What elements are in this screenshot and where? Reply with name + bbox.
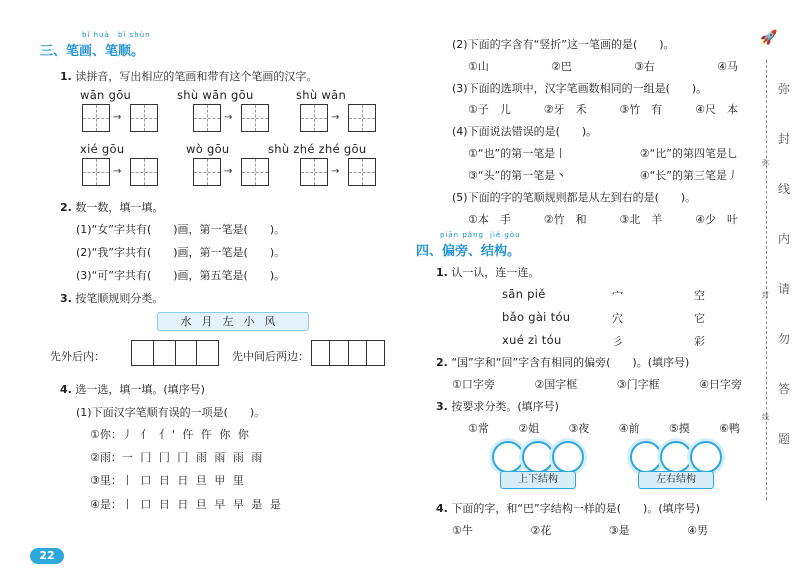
character-banner: 水月左小风 bbox=[157, 312, 309, 331]
middle-first-boxes[interactable] bbox=[311, 340, 385, 366]
section-4-title: 四、偏旁、结构。 bbox=[416, 244, 521, 259]
s1-number: 1. bbox=[436, 266, 448, 279]
stroke-box[interactable] bbox=[300, 104, 328, 132]
q4-opt-key: ②雨： bbox=[90, 451, 122, 464]
r4-q2: (2)下面的字含有“竖折”这一笔画的是( )。 bbox=[452, 38, 675, 51]
option: ④少 叶 bbox=[695, 213, 738, 226]
outer-first-boxes[interactable] bbox=[131, 340, 219, 366]
option: ②国字框 bbox=[534, 378, 578, 391]
seal-char: 勿 bbox=[778, 332, 791, 346]
page-number: 22 bbox=[30, 548, 64, 564]
option: ③右 bbox=[634, 60, 655, 73]
pinyin-bishun: bǐ shùn bbox=[118, 31, 151, 39]
q1-text: 读拼音，写出相应的笔画和带有这个笔画的汉字。 bbox=[75, 70, 318, 83]
character[interactable]: 它 bbox=[694, 312, 705, 325]
seal-char: 弥 bbox=[778, 82, 791, 96]
pinyin-2: shù wān gōu bbox=[177, 88, 254, 102]
q3-number: 3. bbox=[60, 292, 72, 305]
s2-number: 2. bbox=[436, 356, 448, 369]
pinyin-jiegou: jié gòu bbox=[490, 231, 521, 239]
option: ③“头”的第一笔是丶 bbox=[468, 169, 567, 182]
s1-text: 认一认，连一连。 bbox=[451, 266, 540, 279]
q4-sub-1: (1)下面汉字笔顺有误的一项是( )。 bbox=[76, 406, 266, 419]
char-box[interactable] bbox=[241, 104, 269, 132]
option: ①“也”的第一笔是丨 bbox=[468, 147, 567, 160]
arrow-icon: → bbox=[224, 112, 233, 123]
option: ②巴 bbox=[551, 60, 572, 73]
seal-char: 答 bbox=[778, 382, 791, 396]
pinyin-3: shù wān bbox=[296, 88, 347, 102]
char-box[interactable] bbox=[241, 158, 269, 186]
option: ③门字框 bbox=[616, 378, 660, 391]
option: ①子 儿 bbox=[468, 103, 511, 116]
left-right-label: 左右结构 bbox=[638, 471, 714, 489]
option: ②牙 禾 bbox=[543, 103, 587, 116]
stroke-box[interactable] bbox=[193, 158, 221, 186]
q4-opt-key: ④是： bbox=[90, 498, 122, 511]
seal-char-small: 弥 bbox=[762, 159, 769, 167]
pinyin-radical: xué zì tóu bbox=[502, 333, 562, 347]
option: ⑤摸 bbox=[668, 422, 690, 435]
option: ④前 bbox=[618, 422, 640, 435]
answer-flower[interactable] bbox=[522, 441, 554, 473]
q4-number: 4. bbox=[60, 383, 72, 396]
char-box[interactable] bbox=[348, 158, 376, 186]
option: ⑥鸭 bbox=[719, 422, 740, 435]
q3-text: 按笔顺规则分类。 bbox=[75, 292, 164, 305]
arrow-icon: → bbox=[331, 112, 340, 123]
q1-number: 1. bbox=[60, 70, 72, 83]
answer-flower[interactable] bbox=[690, 441, 722, 473]
q2-line-1: (1)“女”字共有( )画，第一笔是( )。 bbox=[76, 223, 286, 236]
pinyin-1: wān gōu bbox=[80, 88, 132, 102]
answer-flower[interactable] bbox=[630, 441, 662, 473]
option: ③是 bbox=[608, 524, 630, 537]
pinyin-bihua: bǐ huà bbox=[82, 31, 110, 39]
radical[interactable]: 穴 bbox=[612, 312, 623, 325]
seal-char: 线 bbox=[778, 182, 791, 196]
pinyin-6: shù zhé zhé gōu bbox=[268, 142, 367, 156]
option: ②竹 和 bbox=[543, 213, 587, 226]
option: ④尺 本 bbox=[695, 103, 738, 116]
rocket-icon: 🚀 bbox=[760, 30, 778, 46]
seal-char: 请 bbox=[778, 282, 791, 296]
seal-char: 内 bbox=[778, 232, 791, 246]
q4-opt-key: ①你： bbox=[90, 428, 122, 441]
option: ③北 羊 bbox=[619, 213, 663, 226]
option: ①山 bbox=[468, 60, 489, 73]
q2-number: 2. bbox=[60, 201, 72, 214]
answer-flower[interactable] bbox=[492, 441, 524, 473]
pinyin-4: xié gōu bbox=[80, 142, 125, 156]
q2-line-3: (3)“可”字共有( )画，第五笔是( )。 bbox=[76, 269, 286, 282]
pinyin-radical: sān piě bbox=[502, 287, 546, 301]
option: ④“长”的第三笔是丿 bbox=[639, 169, 738, 182]
option: ④马 bbox=[717, 60, 738, 73]
arrow-icon: → bbox=[113, 112, 122, 123]
option: ④日字旁 bbox=[699, 378, 742, 391]
q4-opt-strokes: 丿 亻 亻' 仵 仵 你 你 bbox=[121, 428, 251, 441]
option: ②“比”的第四笔是乚 bbox=[639, 147, 738, 160]
stroke-box[interactable] bbox=[82, 104, 110, 132]
seal-char-small: 线 bbox=[762, 413, 769, 421]
q4-opt-key: ③里： bbox=[90, 474, 122, 487]
option: ②姐 bbox=[518, 422, 540, 435]
char-box[interactable] bbox=[348, 104, 376, 132]
option: ①口字旁 bbox=[452, 378, 495, 391]
arrow-icon: → bbox=[224, 166, 233, 177]
option: ③夜 bbox=[568, 422, 590, 435]
pinyin-radical: bǎo gài tóu bbox=[502, 310, 571, 324]
seal-char: 题 bbox=[778, 432, 791, 446]
stroke-box[interactable] bbox=[193, 104, 221, 132]
q2-text: 数一数，填一填。 bbox=[75, 201, 164, 214]
pinyin-pianpang: piān páng bbox=[440, 231, 484, 239]
option: ①常 bbox=[468, 422, 489, 435]
stroke-box[interactable] bbox=[300, 158, 328, 186]
radical[interactable]: 宀 bbox=[612, 289, 623, 302]
q4-opt-strokes: 丨 口 日 日 旦 甲 里 bbox=[121, 474, 246, 487]
character[interactable]: 彩 bbox=[694, 335, 705, 348]
seal-char: 封 bbox=[778, 132, 791, 146]
option: ①牛 bbox=[452, 524, 473, 537]
seal-line bbox=[766, 60, 767, 500]
option: ①本 手 bbox=[468, 213, 511, 226]
section-3-title: 三、笔画、笔顺。 bbox=[40, 44, 145, 59]
answer-flower[interactable] bbox=[660, 441, 692, 473]
radical[interactable]: 彡 bbox=[612, 335, 623, 348]
s4-number: 4. bbox=[436, 502, 448, 515]
s3-number: 3. bbox=[436, 400, 448, 413]
q4-opt-strokes: 一 冂 冂 冂 雨 雨 雨 雨 bbox=[121, 451, 265, 464]
s4-text: 下面的字，和“巴”字结构一样的是( )。(填序号) bbox=[451, 502, 700, 515]
character[interactable]: 空 bbox=[694, 289, 705, 302]
q4-text: 选一选，填一填。(填序号) bbox=[75, 383, 205, 396]
pinyin-5: wò gōu bbox=[186, 142, 230, 156]
r4-q4: (4)下面说法错误的是( )。 bbox=[452, 125, 598, 138]
outer-first-label: 先外后内： bbox=[50, 350, 105, 363]
middle-first-label: 先中间后两边： bbox=[232, 350, 309, 363]
char-box[interactable] bbox=[130, 104, 158, 132]
option: ②花 bbox=[530, 524, 552, 537]
r4-q3: (3)下面的选项中，汉字笔画数相同的一组是( )。 bbox=[452, 82, 708, 95]
top-bottom-label: 上下结构 bbox=[500, 471, 576, 489]
seal-char-small: 封 bbox=[762, 291, 769, 299]
answer-flower[interactable] bbox=[552, 441, 584, 473]
option: ④男 bbox=[687, 524, 708, 537]
option: ③竹 有 bbox=[619, 103, 663, 116]
arrow-icon: → bbox=[331, 166, 340, 177]
s2-text: “国”字和“回”字含有相同的偏旁( )。(填序号) bbox=[451, 356, 690, 369]
char-box[interactable] bbox=[130, 158, 158, 186]
q4-opt-strokes: 丨 口 日 日 旦 早 早 是 是 bbox=[121, 498, 283, 511]
s3-text: 按要求分类。(填序号) bbox=[451, 400, 559, 413]
q2-line-2: (2)“我”字共有( )画，第一笔是( )。 bbox=[76, 246, 286, 259]
r4-q5: (5)下面的字的笔顺规则都是从左到右的是( )。 bbox=[452, 191, 697, 204]
stroke-box[interactable] bbox=[82, 158, 110, 186]
arrow-icon: → bbox=[113, 166, 122, 177]
